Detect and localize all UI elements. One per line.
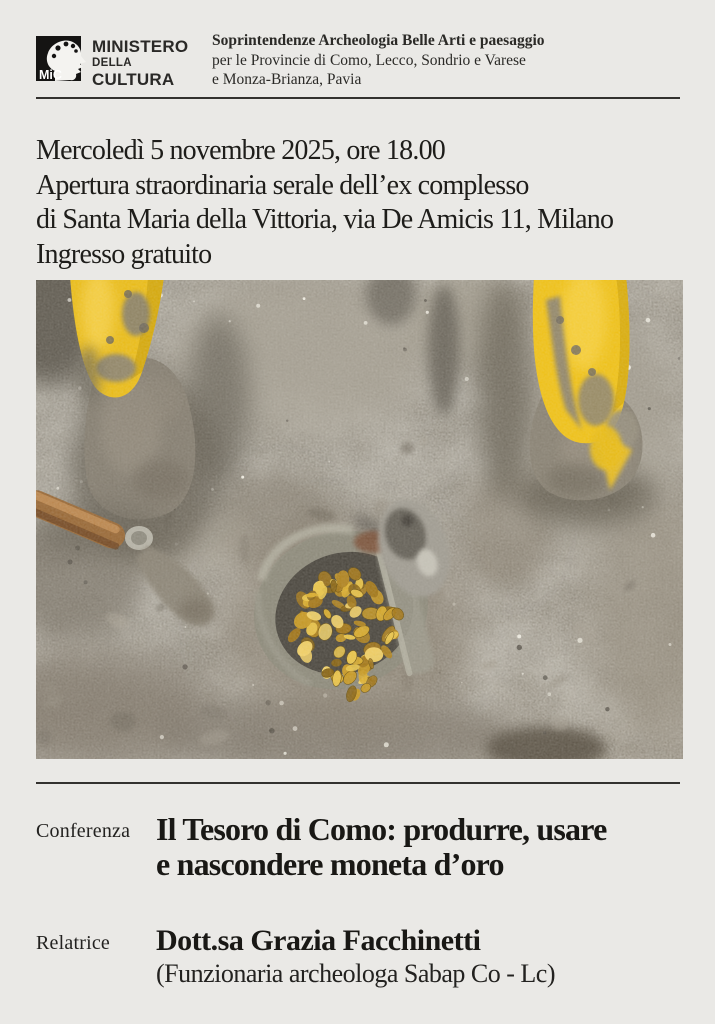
speaker-name: Dott.sa Grazia Facchinetti [156, 924, 481, 957]
soprintendenza-line-3: e Monza-Brianza, Pavia [212, 71, 362, 88]
event-details [36, 134, 613, 272]
excavation-photo [36, 280, 683, 759]
conference-title [156, 812, 607, 882]
conference-title-line-2: e nascondere moneta d’oro [156, 846, 504, 882]
divider-bottom [36, 782, 680, 784]
ministry-line-1: MINISTERO [92, 37, 189, 56]
divider-top [36, 97, 680, 99]
soprintendenza-line-2: per le Provincie di Como, Lecco, Sondrio e Varese [212, 51, 526, 69]
event-admission-line: Ingresso gratuito [36, 238, 212, 270]
conference-label: Conferenza [36, 820, 131, 842]
event-date-line: Mercoledì 5 novembre 2025, ore 18.00 [36, 135, 445, 166]
soprintendenza-line-1: Soprintendenze Archeologia Belle Arti e paesaggio [212, 32, 545, 49]
speaker-label: Relatrice [36, 932, 110, 954]
mic-label: MiC [39, 68, 62, 82]
ministry-wordmark [92, 38, 188, 88]
photo-grain-overlay [36, 280, 683, 759]
ministry-line-2: DELLA [92, 56, 132, 69]
soprintendenza-text [212, 31, 545, 90]
conference-title-line-1: Il Tesoro di Como: produrre, usare [156, 811, 607, 847]
event-opening-line: Apertura straordinaria serale dell’ex complesso [36, 169, 529, 201]
event-venue-line: di Santa Maria della Vittoria, via De Amicis 11, Milano [36, 204, 614, 235]
speaker-role: (Funzionaria archeologa Sabap Co - Lc) [156, 959, 556, 988]
mic-face-icon [36, 36, 94, 83]
ministry-line-3: CULTURA [92, 70, 175, 89]
mic-logo [36, 36, 94, 83]
